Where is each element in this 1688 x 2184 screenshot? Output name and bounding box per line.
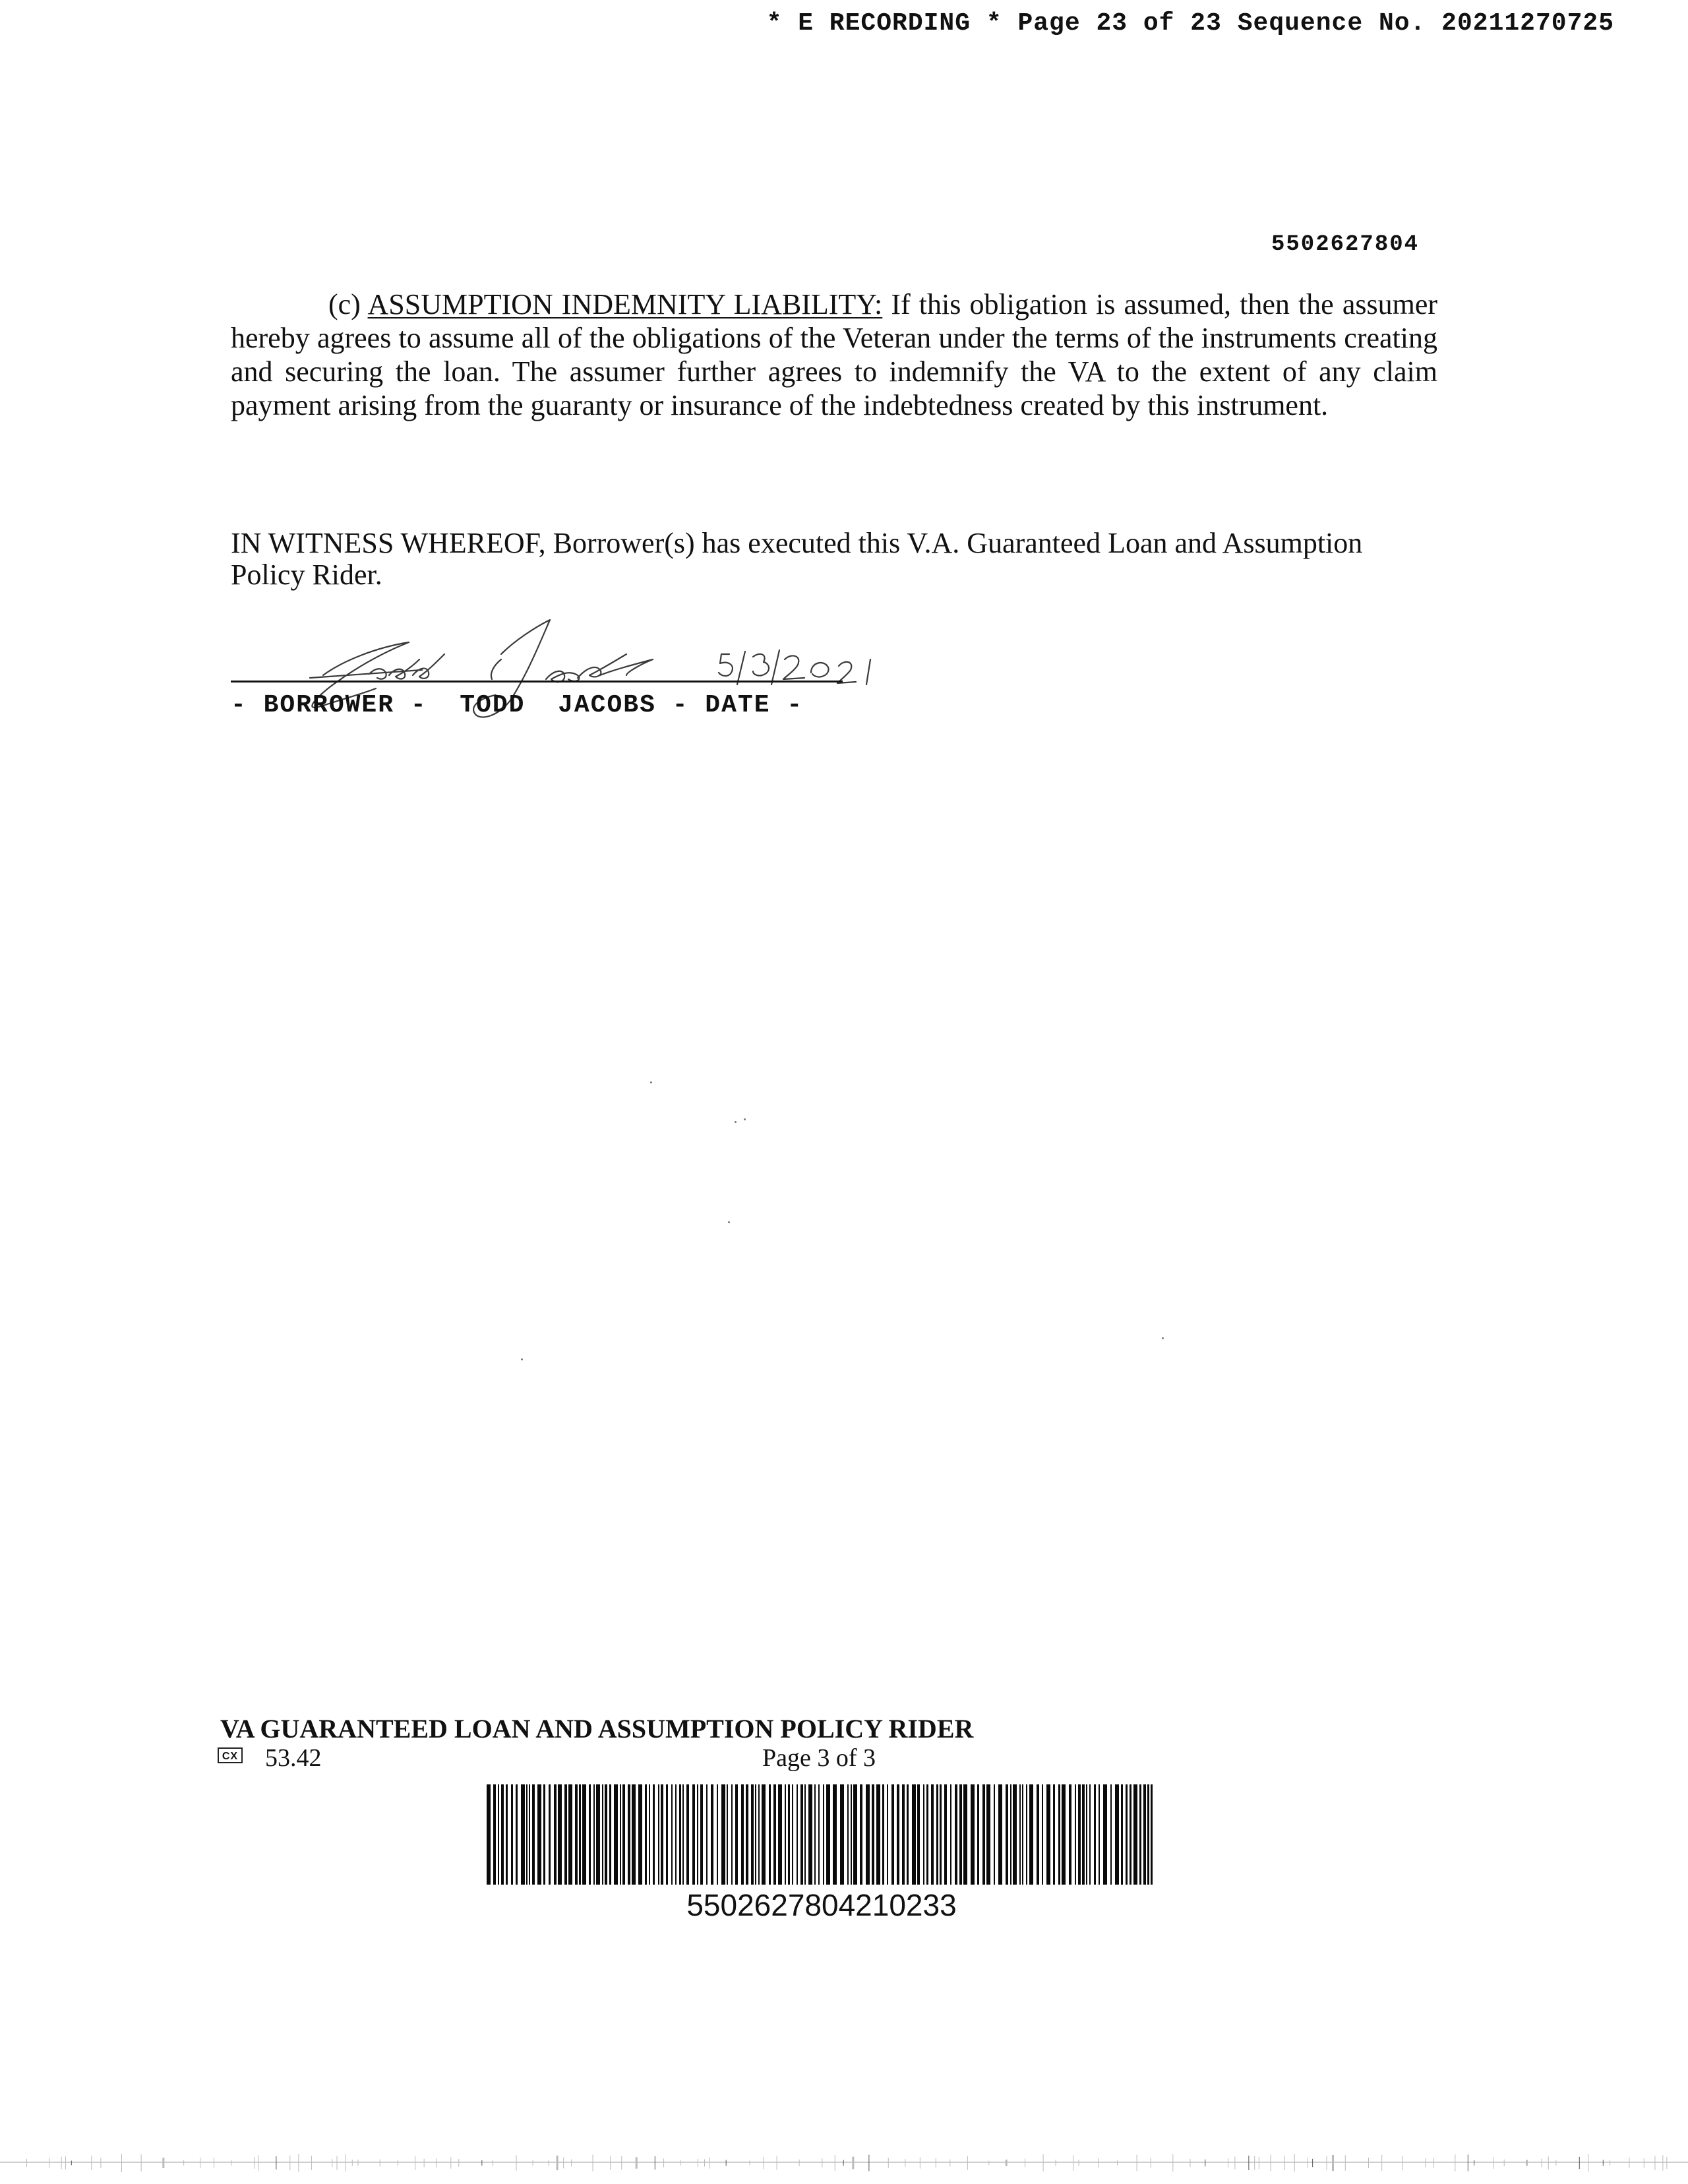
scan-edge-tick xyxy=(557,2156,558,2170)
scan-edge-tick xyxy=(636,2157,638,2168)
loan-number: 5502627804 xyxy=(1271,232,1420,257)
barcode-bar xyxy=(907,1784,909,1885)
scan-edge-tick xyxy=(345,2154,346,2171)
barcode-bar xyxy=(758,1784,760,1885)
scan-edge-tick xyxy=(141,2154,142,2171)
barcode-bar xyxy=(833,1784,837,1885)
scan-edge-tick xyxy=(843,2160,844,2166)
scan-edge-tick xyxy=(1666,2157,1667,2169)
scan-edge-tick xyxy=(289,2156,290,2170)
barcode-bar xyxy=(746,1784,748,1885)
barcode-bar xyxy=(994,1784,995,1885)
barcode-bar xyxy=(614,1784,618,1885)
scan-edge-tick xyxy=(162,2158,164,2168)
barcode-bar xyxy=(1121,1784,1123,1885)
barcode-bar xyxy=(792,1784,793,1885)
scan-edge-tick xyxy=(704,2159,705,2166)
barcode-bar xyxy=(1089,1784,1091,1885)
barcode-bar xyxy=(923,1784,924,1885)
barcode-bar xyxy=(1026,1784,1027,1885)
barcode-bar xyxy=(731,1784,733,1885)
scan-edge-tick xyxy=(91,2156,92,2170)
barcode-bar xyxy=(1006,1784,1008,1885)
barcode-bar xyxy=(986,1784,990,1885)
barcode-bar xyxy=(609,1784,611,1885)
barcode-bar xyxy=(727,1784,728,1885)
scan-edge-tick xyxy=(71,2160,72,2165)
scan-edge-tick xyxy=(1579,2157,1580,2169)
scan-edge-tick xyxy=(1345,2155,1346,2170)
signature-caption: - BORROWER - TODD JACOBS - DATE - xyxy=(231,691,804,719)
barcode-bar xyxy=(537,1784,541,1885)
scan-edge-tick xyxy=(357,2160,358,2166)
barcode-bar xyxy=(549,1784,551,1885)
barcode-bar xyxy=(755,1784,756,1885)
barcode-bar xyxy=(1010,1784,1011,1885)
scan-speck xyxy=(650,1081,652,1083)
barcode-bar xyxy=(1115,1784,1119,1885)
barcode-bar xyxy=(516,1784,518,1885)
barcode-bar xyxy=(575,1784,578,1885)
barcode-bar xyxy=(1053,1784,1055,1885)
barcode-bar xyxy=(1037,1784,1039,1885)
signature-line xyxy=(231,681,843,682)
scan-edge-tick xyxy=(1294,2154,1295,2172)
barcode-bar xyxy=(1029,1784,1033,1885)
barcode-bar xyxy=(526,1784,528,1885)
barcode-bar xyxy=(658,1784,659,1885)
barcode-bar xyxy=(950,1784,951,1885)
scan-edge-tick xyxy=(1098,2158,1099,2168)
scan-edge-tick xyxy=(436,2158,437,2168)
barcode-bar xyxy=(917,1784,920,1885)
scan-edge-tick xyxy=(799,2160,800,2166)
barcode-bar xyxy=(936,1784,938,1885)
barcode-bar xyxy=(1094,1784,1096,1885)
scan-edge-tick xyxy=(1368,2158,1369,2168)
barcode-bar xyxy=(800,1784,803,1885)
barcode-bar xyxy=(912,1784,916,1885)
barcode-bar xyxy=(582,1784,586,1885)
barcode-bar xyxy=(564,1784,567,1885)
scan-edge-tick xyxy=(183,2160,184,2166)
barcode-bar xyxy=(1139,1784,1141,1885)
barcode-bar xyxy=(666,1784,668,1885)
barcode-bar xyxy=(982,1784,985,1885)
scan-speck xyxy=(521,1358,523,1360)
barcode-bar xyxy=(682,1784,684,1885)
barcode-bar xyxy=(826,1784,830,1885)
barcode-bar xyxy=(866,1784,870,1885)
barcode-bar xyxy=(675,1784,677,1885)
barcode-bar xyxy=(1143,1784,1146,1885)
scan-edge-tick xyxy=(337,2156,338,2169)
scan-edge-tick xyxy=(121,2154,122,2172)
barcode-bar xyxy=(501,1784,504,1885)
barcode-bar xyxy=(1110,1784,1112,1885)
barcode-bar xyxy=(902,1784,905,1885)
barcode-bar xyxy=(840,1784,844,1885)
barcode-bar xyxy=(926,1784,928,1885)
barcode-bar xyxy=(568,1784,572,1885)
barcode-bar xyxy=(487,1784,491,1885)
scan-edge-tick xyxy=(1312,2159,1313,2167)
scan-edge-tick xyxy=(709,2157,710,2168)
barcode-bar xyxy=(506,1784,508,1885)
barcode-bar xyxy=(645,1784,647,1885)
barcode-bar xyxy=(543,1784,545,1885)
scan-edge-tick xyxy=(868,2155,869,2171)
barcode-bar xyxy=(1126,1784,1128,1885)
barcode-bar xyxy=(769,1784,771,1885)
scan-edge-tick xyxy=(1006,2160,1008,2166)
scan-edge-tick xyxy=(298,2154,299,2172)
barcode-bar xyxy=(959,1784,962,1885)
scan-edge-tick xyxy=(1504,2160,1505,2166)
barcode-bar xyxy=(706,1784,708,1885)
barcode-bar xyxy=(741,1784,744,1885)
scan-edge-tick xyxy=(763,2157,764,2169)
barcode-bar xyxy=(661,1784,663,1885)
scan-edge-tick xyxy=(26,2159,27,2167)
scan-edge-tick xyxy=(424,2159,425,2168)
scan-speck xyxy=(728,1221,730,1223)
scan-edge-tick xyxy=(663,2158,664,2167)
scan-edge-tick xyxy=(1425,2158,1426,2167)
scan-edge-tick xyxy=(1402,2156,1403,2170)
barcode-bar xyxy=(671,1784,673,1885)
barcode-bar xyxy=(814,1784,816,1885)
barcode-bar xyxy=(977,1784,979,1885)
barcode-bar xyxy=(620,1784,621,1885)
scan-edge-tick xyxy=(65,2156,66,2169)
barcode-bar xyxy=(602,1784,603,1885)
page-number: Page 3 of 3 xyxy=(762,1744,876,1772)
barcode-bar xyxy=(628,1784,630,1885)
scan-edge-tick xyxy=(1603,2160,1604,2166)
barcode xyxy=(485,1784,1158,1885)
scan-edge-tick xyxy=(1381,2155,1382,2171)
barcode-bar xyxy=(1062,1784,1066,1885)
barcode-bar xyxy=(887,1784,888,1885)
form-title: VA GUARANTEED LOAN AND ASSUMPTION POLICY RIDER xyxy=(220,1714,974,1744)
barcode-bar xyxy=(532,1784,535,1885)
barcode-bar xyxy=(955,1784,957,1885)
scan-edge-tick xyxy=(1662,2155,1663,2170)
barcode-bar xyxy=(1151,1784,1153,1885)
barcode-number: 5502627804210233 xyxy=(686,1888,957,1922)
barcode-bar xyxy=(1078,1784,1081,1885)
scan-edge-tick xyxy=(481,2160,482,2166)
barcode-bar xyxy=(860,1784,862,1885)
barcode-bar xyxy=(1058,1784,1060,1885)
barcode-bar xyxy=(797,1784,798,1885)
barcode-bar xyxy=(882,1784,884,1885)
barcode-bar xyxy=(931,1784,934,1885)
barcode-bar xyxy=(579,1784,581,1885)
scan-edge-tick xyxy=(726,2160,727,2166)
barcode-bar xyxy=(808,1784,812,1885)
barcode-bar xyxy=(891,1784,894,1885)
barcode-bar xyxy=(596,1784,600,1885)
section-heading: ASSUMPTION INDEMNITY LIABILITY: xyxy=(367,288,883,320)
witness-paragraph: IN WITNESS WHEREOF, Borrower(s) has executed this V.A. Guaranteed Loan and Assumption Policy Rider. xyxy=(231,527,1363,591)
barcode-bar xyxy=(998,1784,1002,1885)
barcode-bar xyxy=(653,1784,655,1885)
scan-edge-tick xyxy=(571,2160,572,2167)
barcode-bar xyxy=(521,1784,525,1885)
scan-edge-tick xyxy=(516,2155,517,2170)
barcode-bar xyxy=(851,1784,852,1885)
scan-edge-tick xyxy=(1234,2156,1235,2169)
scan-speck xyxy=(735,1121,737,1123)
scan-edge-tick xyxy=(61,2157,62,2169)
barcode-bar xyxy=(605,1784,607,1885)
barcode-bar xyxy=(717,1784,718,1885)
scan-edge-tick xyxy=(458,2159,459,2167)
barcode-bar xyxy=(751,1784,754,1885)
scan-edge-tick xyxy=(563,2158,564,2169)
barcode-bar xyxy=(1099,1784,1100,1885)
barcode-bar xyxy=(697,1784,698,1885)
scan-edge-tick xyxy=(852,2156,854,2169)
barcode-bar xyxy=(762,1784,766,1885)
barcode-bar xyxy=(876,1784,880,1885)
assumption-indemnity-paragraph xyxy=(231,288,1437,422)
barcode-bar xyxy=(853,1784,857,1885)
scan-edge-tick xyxy=(311,2156,312,2170)
barcode-bar xyxy=(593,1784,595,1885)
barcode-bar xyxy=(778,1784,782,1885)
barcode-bar xyxy=(493,1784,496,1885)
scan-edge-tick xyxy=(1248,2156,1249,2170)
scan-edge-tick xyxy=(621,2156,622,2169)
form-badge: CX xyxy=(218,1747,243,1763)
barcode-bar xyxy=(773,1784,776,1885)
scan-edge-tick xyxy=(254,2157,255,2168)
barcode-bar xyxy=(971,1784,975,1885)
scan-speck xyxy=(744,1118,746,1120)
barcode-bar xyxy=(897,1784,899,1885)
barcode-bar xyxy=(638,1784,642,1885)
barcode-bar xyxy=(558,1784,562,1885)
barcode-bar xyxy=(1019,1784,1021,1885)
barcode-bar xyxy=(554,1784,557,1885)
barcode-bar xyxy=(711,1784,713,1885)
barcode-bar xyxy=(686,1784,689,1885)
scan-edge-tick xyxy=(1654,2156,1655,2169)
scan-edge-tick xyxy=(1284,2156,1285,2170)
barcode-bar xyxy=(692,1784,695,1885)
scan-edge-tick xyxy=(1254,2156,1255,2170)
barcode-bar xyxy=(589,1784,591,1885)
form-number: 53.42 xyxy=(265,1744,322,1772)
barcode-bar xyxy=(529,1784,530,1885)
barcode-bar xyxy=(649,1784,650,1885)
barcode-bar xyxy=(700,1784,703,1885)
barcode-bar xyxy=(1046,1784,1050,1885)
barcode-bar xyxy=(1022,1784,1023,1885)
scan-edge-tick xyxy=(1332,2155,1334,2171)
form-footer-row xyxy=(218,1744,943,1774)
barcode-bar xyxy=(735,1784,738,1885)
scan-edge-tick xyxy=(1548,2156,1549,2169)
barcode-bar xyxy=(1042,1784,1043,1885)
barcode-bar xyxy=(622,1784,625,1885)
scan-edge-tick xyxy=(450,2157,451,2168)
barcode-bar xyxy=(1147,1784,1149,1885)
barcode-bar xyxy=(1086,1784,1087,1885)
scan-edge-line xyxy=(0,2162,1688,2163)
barcode-bar xyxy=(940,1784,942,1885)
recording-header: * E RECORDING * Page 23 of 23 Sequence No. 20211270725 xyxy=(766,9,1614,38)
scan-edge-artifact xyxy=(0,2150,1688,2176)
scan-edge-tick xyxy=(888,2158,889,2168)
scan-edge-tick xyxy=(1043,2154,1044,2171)
barcode-bar xyxy=(1069,1784,1071,1885)
barcode-bar xyxy=(1133,1784,1137,1885)
barcode-bar xyxy=(847,1784,849,1885)
section-label: (c) xyxy=(328,288,361,320)
barcode-bar xyxy=(1103,1784,1107,1885)
scan-edge-tick xyxy=(1117,2160,1118,2166)
barcode-bar xyxy=(944,1784,947,1885)
barcode-bar xyxy=(785,1784,786,1885)
barcode-bar xyxy=(1082,1784,1085,1885)
barcode-bar xyxy=(679,1784,681,1885)
barcode-bar xyxy=(823,1784,824,1885)
barcode-bar xyxy=(632,1784,636,1885)
barcode-bar xyxy=(721,1784,725,1885)
scan-edge-tick xyxy=(988,2161,989,2166)
scan-edge-tick xyxy=(100,2158,101,2168)
scan-edge-tick xyxy=(1172,2154,1173,2172)
scan-edge-tick xyxy=(352,2160,353,2166)
barcode-bar xyxy=(498,1784,499,1885)
barcode-bar xyxy=(804,1784,806,1885)
scan-edge-tick xyxy=(610,2156,611,2170)
scan-edge-tick xyxy=(967,2156,968,2169)
barcode-bar xyxy=(818,1784,820,1885)
barcode-bar xyxy=(1075,1784,1076,1885)
barcode-bar xyxy=(1013,1784,1017,1885)
scan-edge-tick xyxy=(1555,2160,1556,2166)
scan-edge-tick xyxy=(1526,2160,1528,2166)
section-body: If this obligation is assumed, then the assumer hereby agrees to assume all of the obligations of the Veteran under the terms of the instruments creating and securing the loan. The assumer further agrees to indemnify the VA to the extent of any claim payment arising from the guaranty or insurance of the indebtedness created by this instrument. xyxy=(231,288,1437,421)
barcode-bar xyxy=(1130,1784,1131,1885)
barcode-bar xyxy=(872,1784,874,1885)
barcode-bar xyxy=(511,1784,513,1885)
barcode-bar xyxy=(963,1784,967,1885)
scan-speck xyxy=(1162,1337,1164,1339)
barcode-bar xyxy=(788,1784,790,1885)
